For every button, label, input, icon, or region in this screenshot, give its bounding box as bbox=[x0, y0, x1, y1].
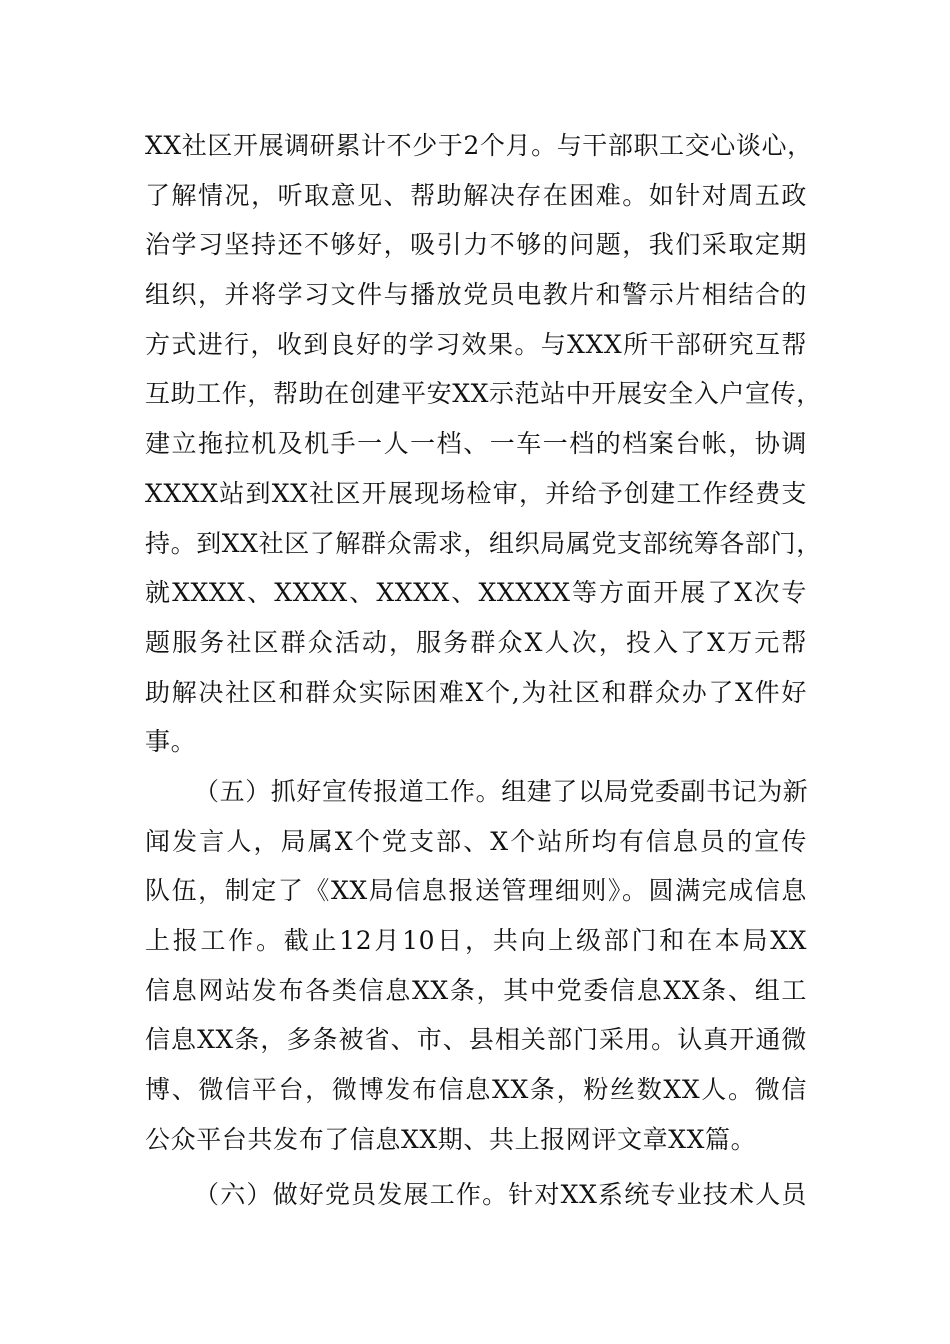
text-line: （六）做好党员发展工作。针对XX系统专业技术人员 bbox=[194, 1180, 807, 1209]
text-line: 方式进行，收到良好的学习效果。与XXX所干部研究互帮 bbox=[145, 329, 807, 359]
paragraph-continued bbox=[145, 121, 822, 767]
text-line: 上报工作。截止12月10日，共向上级部门和在本局XX bbox=[145, 926, 807, 956]
text-line: 建立拖拉机及机手一人一档、一车一档的档案台帐，协调 bbox=[145, 429, 807, 459]
text-line: 助解决社区和群众实际困难X个,为社区和群众办了X件好 bbox=[145, 677, 807, 707]
text-line: 事。 bbox=[145, 727, 197, 757]
text-line: （五）抓好宣传报道工作。组建了以局党委副书记为新 bbox=[194, 777, 809, 806]
text-line: 闻发言人，局属X个党支部、X个站所均有信息员的宣传 bbox=[145, 826, 807, 856]
text-line: 公众平台共发布了信息XX期、共上报网评文章XX篇。 bbox=[145, 1124, 757, 1154]
text-line: 互助工作，帮助在创建平安XX示范站中开展安全入户宣传， bbox=[145, 379, 822, 409]
paragraph-section-5 bbox=[145, 767, 807, 1165]
paragraph-section-6 bbox=[145, 1170, 807, 1220]
text-line: 治学习坚持还不够好，吸引力不够的问题，我们采取定期 bbox=[145, 230, 807, 260]
text-line: 队伍，制定了《XX局信息报送管理细则》。圆满完成信息 bbox=[145, 876, 807, 906]
text-line: 了解情况，听取意见、帮助解决存在困难。如针对周五政 bbox=[145, 180, 807, 210]
text-line: 信息网站发布各类信息XX条，其中党委信息XX条、组工 bbox=[145, 975, 807, 1005]
text-line: XXXX站到XX社区开展现场检审，并给予创建工作经费支 bbox=[145, 478, 807, 508]
text-line: 信息XX条，多条被省、市、县相关部门采用。认真开通微 bbox=[145, 1025, 807, 1055]
text-line: 博、微信平台，微博发布信息XX条，粉丝数XX人。微信 bbox=[145, 1075, 807, 1105]
text-line: 题服务社区群众活动，服务群众X人次，投入了X万元帮 bbox=[145, 627, 807, 657]
text-line: XX社区开展调研累计不少于2个月。与干部职工交心谈心， bbox=[145, 131, 813, 160]
text-line: 持。到XX社区了解群众需求，组织局属党支部统筹各部门， bbox=[145, 528, 822, 558]
text-line: 就XXXX、XXXX、XXXX、XXXXX等方面开展了X次专 bbox=[145, 578, 807, 608]
text-line: 组织，并将学习文件与播放党员电教片和警示片相结合的 bbox=[145, 280, 807, 310]
